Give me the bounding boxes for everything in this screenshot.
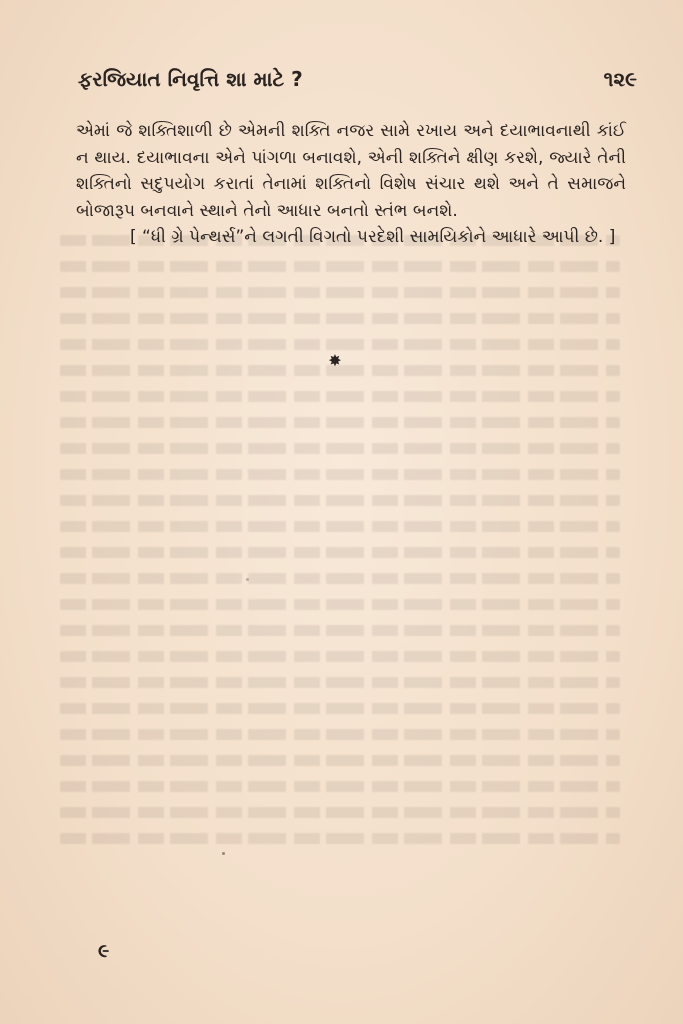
show-through-text [60,220,620,960]
running-head [78,62,637,96]
paper-speck [246,578,249,581]
paper-speck [222,852,225,855]
page-number: ૧૨૯ [603,67,637,91]
chapter-title: ફરજિયાત નિવૃત્તિ શા માટે ? [78,67,303,91]
source-note: [ “ધી ગ્રે પેન્થર્સ”ને લગતી વિગતો પરદેશી સામયિકોને આધારે આપી છે. ] [130,227,616,247]
section-end-ornament: ✸ [328,351,342,370]
body-paragraph: એમાં જે શક્તિશાળી છે એમની શક્તિ નજર સામે રખાય અને દયાભાવનાથી કાંઈ ન થાય. દયાભાવના એને પાંગળા બનાવશે, એની શક્તિને ક્ષીણ કરશે, જ્યારે તેની શક્તિનો સદુપયોગ કરાતાં તેનામાં શક્તિનો વિશેષ સંચાર થશે અને તે સમાજને બોજારૂપ બનવાને સ્થાને તેનો આધાર બનતો સ્તંભ બનશે. [76,121,626,221]
main-text [76,118,626,251]
signature-mark: ૯ [98,940,110,962]
